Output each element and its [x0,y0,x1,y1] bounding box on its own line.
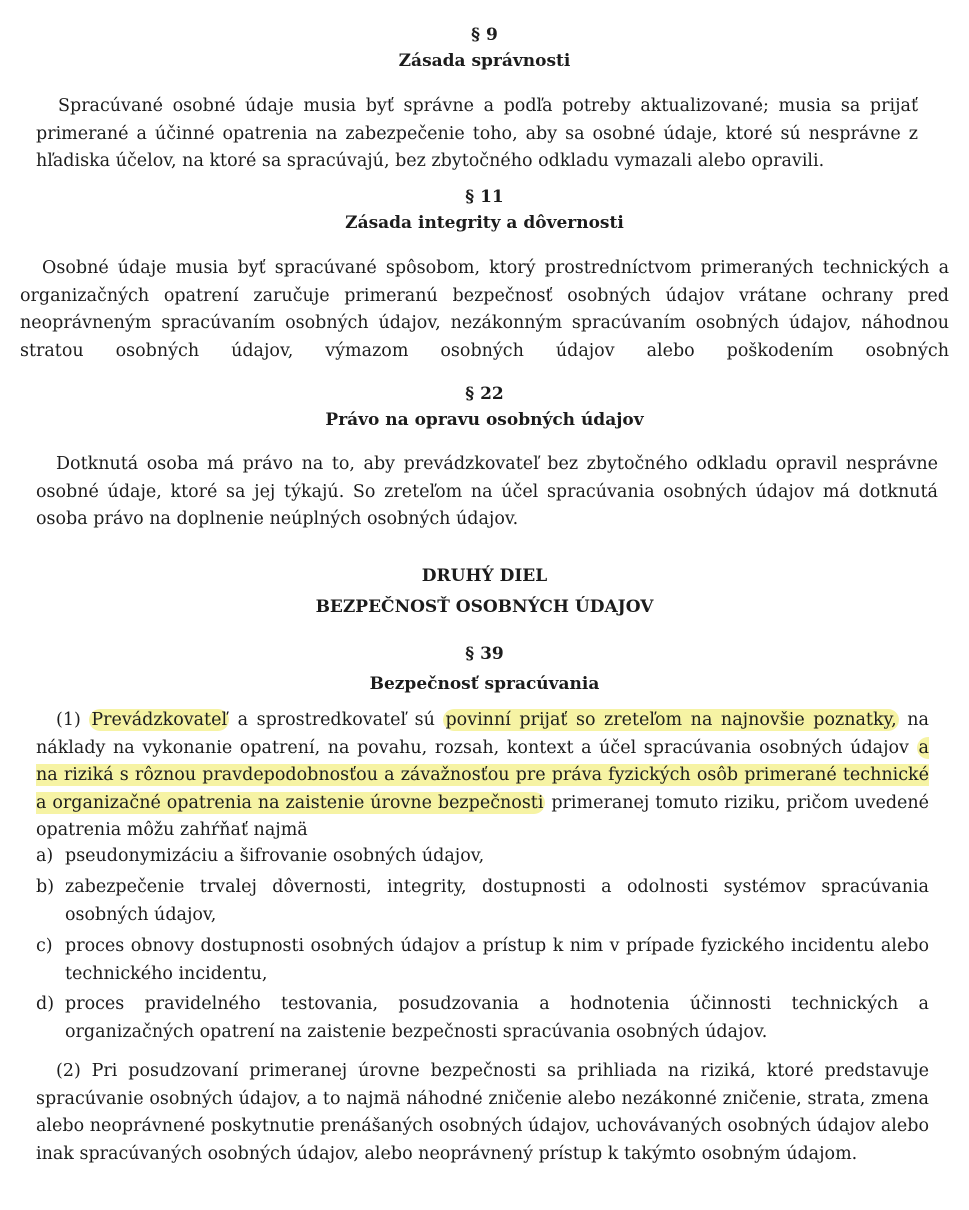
section-number: § 22 [465,384,504,404]
section-number: § 9 [471,25,498,45]
section-title: Právo na opravu osobných údajov [325,410,644,430]
section-39-heading [0,641,969,697]
list-marker: b) [36,877,55,897]
list-item-text: pseudonymizáciu a šifrovanie osobných údajov, [65,846,485,866]
section-number: § 11 [465,187,504,207]
list-item [36,874,929,929]
section-22-text: Dotknutá osoba má právo na to, aby prevádzkovateľ bez zbytočného odkladu opravil nesprávne osobné údaje, ktoré sa jej týkajú. So zreteľom na účel spracúvania osobných údajov má dotknutá osoba právo na doplnenie neúplných osobných údajov. [36,454,938,529]
section-title: Bezpečnosť spracúvania [369,674,600,694]
section-39-paragraph-1 [36,707,929,845]
section-11-heading [0,184,969,236]
list-item-text: proces pravidelného testovania, posudzovania a hodnotenia účinnosti technických a organizačných opatrení na zaistenie bezpečnosti spracúvania osobných údajov. [65,994,929,1042]
paragraph-text: a sprostredkovateľ sú [237,710,435,730]
list-marker: c) [36,936,53,956]
list-item-text: proces obnovy dostupnosti osobných údajov a prístup k nim v prípade fyzického incidentu alebo technického incidentu, [65,936,929,984]
paragraph-text: primeranej tomuto riziku, pričom uvedené opatrenia môžu zahŕňať najmä [36,792,930,840]
list-marker: a) [36,846,54,866]
section-title: Zásada integrity a dôvernosti [345,213,624,233]
list-item [36,933,929,988]
part-heading [0,563,969,620]
list-item [36,991,929,1046]
part-label: DRUHÝ DIEL [421,566,548,586]
list-item-text: zabezpečenie trvalej dôvernosti, integrity, dostupnosti a odolnosti systémov spracúvania osobných údajov, [65,877,929,925]
highlighted-text: povinní prijať so zreteľom na najnovšie poznatky, [445,710,897,730]
section-11-text: Osobné údaje musia byť spracúvané spôsobom, ktorý prostredníctvom primeraných technických a organizačných opatrení zaručuje primeranú bezpečnosť osobných údajov vrátane ochrany pred neoprávneným spracúvaním osobných údajov, nezákonným spracúvaním osobných údajov, náhodnou stratou osobných údajov, výmazom osobných údajov alebo poškodením osobných [20,258,949,361]
section-9-text: Spracúvané osobné údaje musia byť správne a podľa potreby aktualizované; musia sa prijať primerané a účinné opatrenia na zabezpečenie toho, aby sa osobné údaje, ktoré sú nesprávne z hľadiska účelov, na ktoré sa spracúvajú, bez zbytočného odkladu vymazali alebo opravili. [36,96,918,171]
part-title: BEZPEČNOSŤ OSOBNÝCH ÚDAJOV [315,597,654,617]
paragraph-text: na náklady na vykonanie opatrení, na povahu, rozsah, kontext a účel spracúvania osobných údajov [36,710,929,758]
paragraph-number: (1) [56,710,81,730]
list-item [36,843,929,871]
section-9-heading [0,22,969,74]
highlighted-text: Prevádzkovateľ [91,710,228,730]
list-marker: d) [36,994,55,1014]
highlighted-text: a na riziká s rôznou pravdepodobnosťou a závažnosťou pre práva fyzických osôb primerané technické a organizačné opatrenia na zaistenie úrovne bezpečnosti [36,737,929,813]
section-22-heading [0,381,969,433]
section-number: § 39 [465,644,504,664]
section-39-paragraph-2: (2) Pri posudzovaní primeranej úrovne bezpečnosti sa prihliada na riziká, ktoré predstavuje spracúvanie osobných údajov, a to najmä náhodné zničenie alebo nezákonné zničenie, strata, zmena alebo neoprávnené poskytnutie prenášaných osobných údajov, uchovávaných osobných údajov alebo inak spracúvaných osobných údajov, alebo neoprávnený prístup k takýmto osobným údajom. [36,1061,929,1164]
section-title: Zásada správnosti [398,51,571,71]
